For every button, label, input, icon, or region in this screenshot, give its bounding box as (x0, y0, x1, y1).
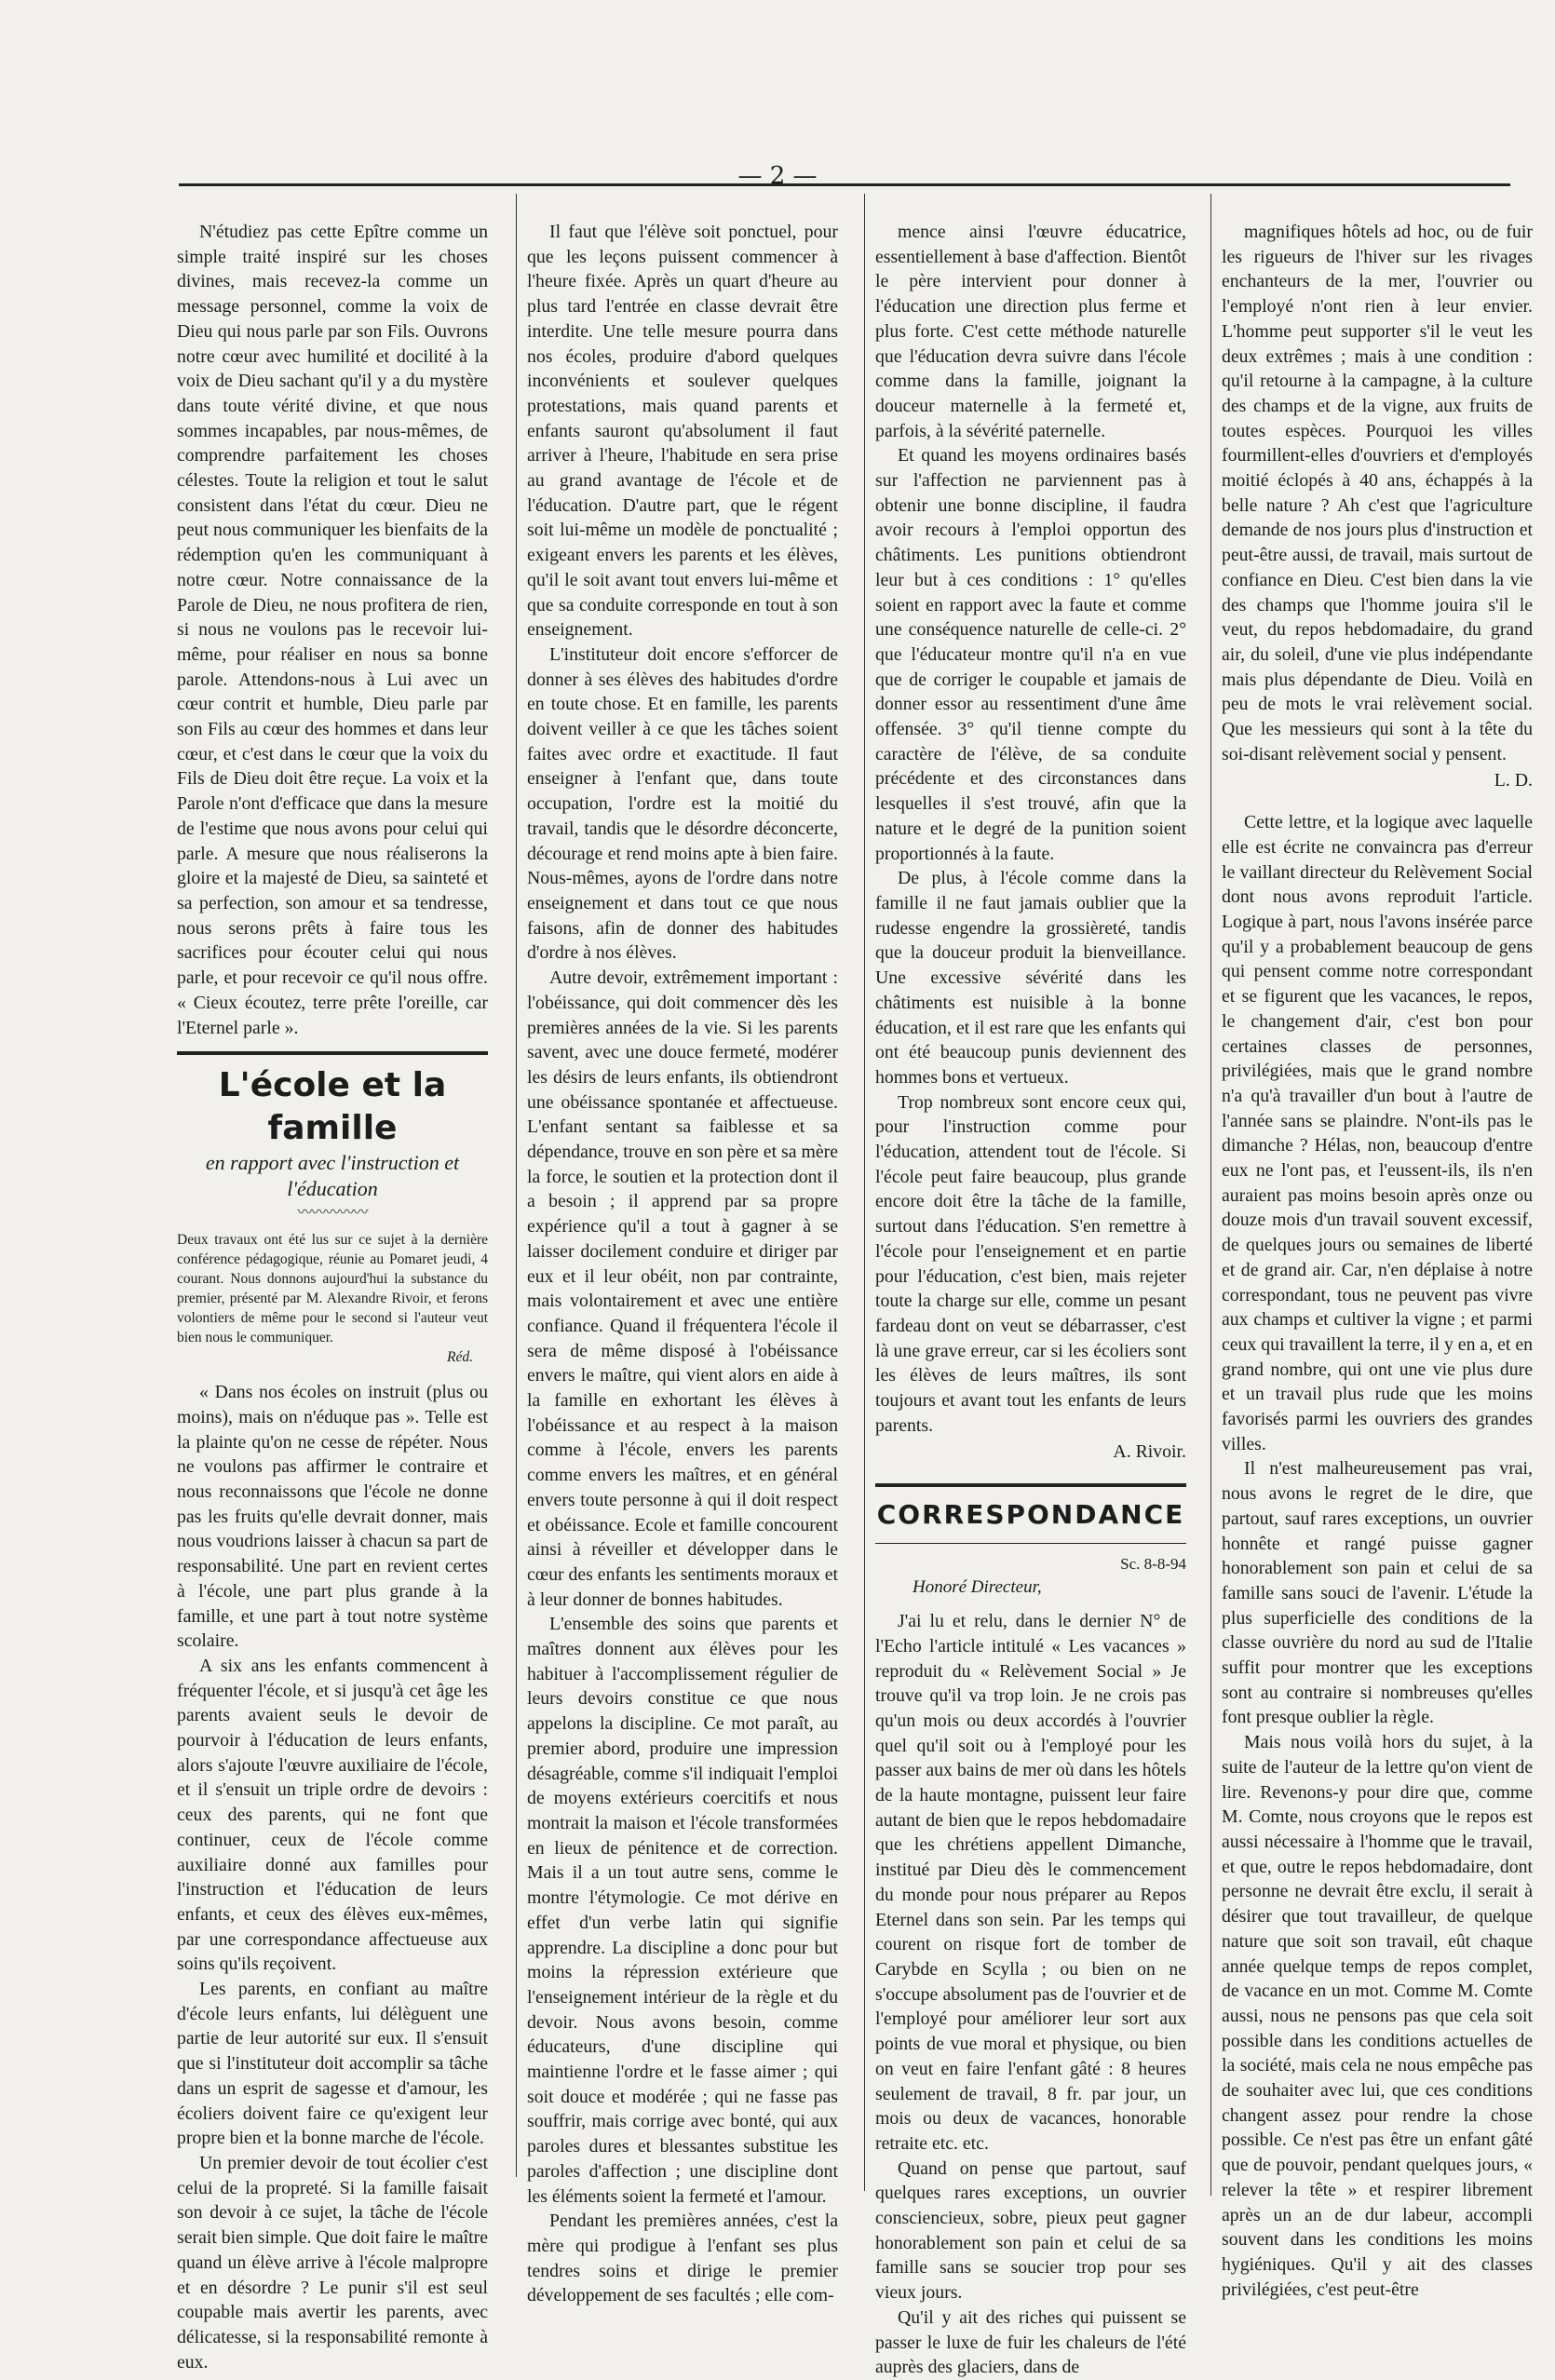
section-rule (875, 1483, 1186, 1487)
header-rule (179, 183, 1510, 186)
column-divider (1210, 194, 1211, 2196)
column-divider (864, 194, 865, 2191)
spacer (1222, 793, 1533, 810)
page-number: — 2 — (737, 162, 818, 190)
correspondance-section (875, 1483, 1186, 1600)
paragraph: « Dans nos écoles on instruit (plus ou moins), mais on n'éduque pas ». Telle est la plainte qu'on ne cesse de répéter. Nous ne voulons pas affirmer le contraire et nous reconnaissons que l'école ne donne pas les fruits qu'elle devrait donner, mais nous voudrions laisser à chacun sa part de responsabilité. Une part en revient certes à l'école, une part plus grande à la famille, et une part à tout notre système scolaire. (177, 1382, 488, 1652)
editor-note (177, 1230, 488, 1367)
paragraph: L'instituteur doit encore s'efforcer de donner à ses élèves des habitudes d'ordre en toute chose. Et en famille, les parents doivent veiller à ce que les tâches soient faites avec ordre et exactitude. Il faut enseigner à l'enfant que, dans toute occupation, l'ordre est la moitié du travail, tandis que le désordre déconcerte, décourage et rend moins apte à bien faire. Nous-mêmes, ayons de l'ordre dans notre enseignement et dans tout ce que nous faisons, afin de donner des habitudes d'ordre à nos élèves. (527, 643, 838, 964)
letter-salutation: Honoré Directeur, (913, 1577, 1042, 1598)
editor-note-sign: Réd. (447, 1349, 473, 1366)
paragraph: Un premier devoir de tout écolier c'est celui de la propreté. Si la famille faisait son devoir à ce sujet, la tâche de l'école serait bien simple. Que doit faire le maître quand un élève arrive à l'école malpropre et en désordre ? Le punir s'il est seul coupable mais avertir les parents, avec délicatesse, si la responsabilité remonte à eux. (177, 2153, 488, 2373)
paragraph: mence ainsi l'œuvre éducatrice, essentiellement à base d'affection. Bientôt le père intervient pour donner à l'éducation une direction plus ferme et plus forte. C'est cette méthode naturelle que l'éducation devra suivre dans l'école comme dans la famille, joignant la douceur maternelle à la fermeté et, parfois, à la sévérité paternelle. (875, 222, 1186, 441)
column-1 (177, 220, 489, 2373)
column-divider (516, 194, 517, 2177)
ornament: 〰〰〰〰〰 (297, 1205, 368, 1222)
column-4 (1222, 220, 1533, 2300)
article-subtitle: en rapport avec l'instruction et l'éducation (205, 1151, 460, 1201)
paragraph: Qu'il y ait des riches qui puissent se passer le luxe de fuir les chaleurs de l'été auprès des glaciers, dans de (875, 2306, 1186, 2378)
paragraph: Pendant les premières années, c'est la mère qui prodigue à l'enfant ses plus tendres soins et dirige le premier développement de ses facultés ; elle com- (527, 2211, 838, 2306)
paragraph: N'étudiez pas cette Epître comme un simple traité inspiré sur les choses divines, mais recevez-la comme un message personnel, comme la voix de Dieu qui nous parle par son Fils. Ouvrons notre cœur avec humilité et docilité à la voix de Dieu sachant qu'il y a du mystère dans toute vérité divine, et que nous sommes incapables, par nous-mêmes, de comprendre parfaitement les choses célestes. Toute la religion et tout le salut consistent dans l'état du cœur. Dieu ne peut nous communiquer les bienfaits de la rédemption qu'en les communiquant à notre cœur. Notre connaissance de la Parole de Dieu, ne nous profitera de rien, si nous ne voulons pas le recevoir lui-même, pour réaliser en nous sa bonne parole. Attendons-nous à Lui avec un cœur contrit et humble, Dieu parle par son Fils au cœur des hommes et dans leur cœur, et c'est dans le cœur que la voix du Fils de Dieu doit être reçue. La voix et la Parole n'ont d'efficace que dans la mesure de l'estime que nous avons pour celui qui parle. A mesure que nous réaliserons la gloire et la majesté de Dieu, sa sainteté et sa perfection, son amour et sa tendresse, nous serons prêts à faire tous les sacrifices pour écouter celui qui nous parle, et pour recevoir ce qu'il nous offre. « Cieux écoutez, terre prête l'oreille, car l'Eternel parle ». (177, 222, 489, 1038)
paragraph: A six ans les enfants commencent à fréquenter l'école, et si jusqu'à cet âge les parents avaient seuls le devoir de pourvoir à l'éducation de leurs enfants, alors s'ajoute l'œuvre auxiliaire de l'école, et il s'ensuit un triple ordre de devoirs : ceux des parents, qui ne font que continuer, ceux de l'école comme auxiliaire donné aux familles pour l'instruction et l'éducation de leurs enfants, et ceux des élèves eux-mêmes, par une correspondance affectueuse aux soins qu'ils reçoivent. (177, 1655, 488, 1975)
column-3 (875, 220, 1187, 2378)
paragraph: L'ensemble des soins que parents et maîtres donnent aux élèves pour les habituer à l'accomplissement régulier de leurs devoirs constitue ce que nous appelons la discipline. Ce mot paraît, au premier abord, produire une impression désagréable, comme s'il indiquait l'emploi de moyens extérieurs coercitifs et nous montrait la maison et l'école transformées en lieux de pénitence et de correction. Mais il a un tout autre sens, comme le montre l'étymologie. Ce mot dérive en effet d'un verbe latin qui signifie apprendre. La discipline a donc pour but moins la répression extérieure que l'enseignement intérieur de la règle et du devoir. Nous avons besoin, comme éducateurs, d'une discipline qui maintienne l'ordre et le fasse aimer ; qui soit douce et modérée ; qui ne fasse pas souffrir, mais corrige avec bonté, qui aux paroles dures et blessantes substitue les paroles d'affection ; une discipline dont les éléments soient la fermeté et l'amour. (527, 1614, 838, 2207)
letter-signature: L. D. (1494, 770, 1533, 791)
paragraph: Il faut que l'élève soit ponctuel, pour que les leçons puissent commencer à l'heure fixée. Après un quart d'heure au plus tard l'entrée en classe devrait être interdite. Une telle mesure pourra dans nos écoles, produire d'abord quelques inconvénients et soulever quelques protestations, mais quand parents et enfants sauront qu'absolument il faut arriver à l'heure, l'habitude en sera prise au grand avantage de l'école et de l'éducation. D'autre part, que le régent soit lui-même un modèle de ponctualité ; exigeant envers les parents et les élèves, qu'il le soit avant tout envers lui-même et que sa conduite corresponde en tout à son enseignement. (527, 222, 838, 641)
paragraph: Mais nous voilà hors du sujet, à la suite de l'auteur de la lettre qu'on vient de lire. Revenons-y pour dire que, comme M. Comte, nous croyons que le repos est aussi nécessaire à l'homme que le travail, et que, outre le repos hebdomadaire, dont personne ne devrait être exclu, il serait à désirer que tout travailleur, de quelque nature que soit son travail, eût chaque année quelque temps de repos complet, de vacance en un mot. Comme M. Comte aussi, nous ne pensons pas que cela soit possible dans les conditions actuelles de la société, mais cela ne nous empêche pas de souhaiter avec lui, que ces conditions changent assez pour rendre la chose possible. Ce n'est pas être un enfant gâté que de pouvoir, pendant quelques jours, « relever la tête » et respirer librement après un an de dur labeur, accompli souvent dans les conditions les moins hygiéniques. Qu'il y ait des classes privilégiées, c'est peut-être (1222, 1732, 1533, 2300)
paragraph: magnifiques hôtels ad hoc, ou de fuir les rigueurs de l'hiver sur les rivages enchanteurs de la mer, l'ouvrier ou l'employé n'ont rien à leur envier. L'homme peut supporter s'il le veut les deux extrêmes ; mais à une condition : qu'il retourne à la campagne, à la culture des champs et de la vigne, aux fruits de toutes espèces. Pourquoi les villes fourmillent-elles d'ouvriers et d'employés moitié éclopés à 40 ans, échappés à la belle nature ? Ah c'est que l'agriculture demande de nos jours plus d'instruction et peut-être aussi, de travail, mais surtout de confiance en Dieu. C'est bien dans la vie des champs que l'homme jouira s'il le veut, du repos hebdomadaire, du grand air, du soleil, d'une vie plus indépendante mais plus dépendante de Dieu. Voilà en peu de mots le vrai relèvement social. Que les messieurs qui sont à la tête du soi-disant relèvement social y pensent. (1222, 222, 1533, 764)
paragraph: Trop nombreux sont encore ceux qui, pour l'instruction comme pour l'éducation, attendent tout de l'école. Si l'école peut faire beaucoup, plus grande encore doit être la tâche de la famille, surtout dans l'éducation. S'en remettre à l'école pour l'enseignement et en partie pour l'éducation, c'est bien, mais rejeter toute la charge sur elle, comme un pesant fardeau dont on veut se débarrasser, c'est là une grave erreur, car si les écoliers sont les élèves de leurs maîtres, ils sont toujours et avant tout les enfants de leurs parents. (875, 1091, 1186, 1436)
column-2 (527, 220, 838, 2306)
paragraph: Et quand les moyens ordinaires basés sur l'affection ne parviennent pas à obtenir une bonne discipline, il faudra avoir recours à l'emploi opportun des châtiments. Les punitions obtiendront leur but à ces conditions : 1° qu'elles soient en rapport avec la faute et comme une conséquence naturelle de celle-ci. 2° que l'éducateur montre qu'il n'a en vue que de corriger le coupable et jamais de donner essor au ressentiment d'une âme offensée. 3° qu'il tienne compte du caractère de l'élève, de sa conduite précédente et des circonstances dans lesquelles il s'est trouvé, afin que la nature et le degré de la punition soient proportionnés à la faute. (875, 445, 1186, 864)
paragraph: Quand on pense que partout, sauf quelques rares exceptions, un ouvrier consciencieux, sobre, pieux peut gagner honorablement son pain et celui de sa famille sans se soucier trop pour ses vieux jours. (875, 2157, 1186, 2304)
article-title: L'école et la famille (218, 1066, 447, 1148)
paragraph: J'ai lu et relu, dans le dernier N° de l'Echo l'article intitulé « Les vacances » reproduit du « Relèvement Social » Je trouve qu'il va trop loin. Je ne crois pas qu'un mois ou deux accordés à l'ouvrier quel qu'il soit ou à l'employé pour les passer aux bains de mer où dans les hôtels de la haute montagne, puissent leur faire autant de bien que le repos hebdomadaire que les chrétiens appellent Dimanche, institué par Dieu dès le commencement du monde pour nous préparer au Repos Eternel dans son sein. Par les temps qui courent on risque fort de tomber de Carybde en Scylla ; ou bien on ne s'occupe absolument pas de l'ouvrier et de l'employé pour améliorer leur sort aux points de vue moral et physique, ou bien on veut en faire l'enfant gâté : 8 heures seulement de travail, 8 fr. par jour, un mois ou deux de vacances, honorable retraite etc. etc. (875, 1611, 1187, 2154)
paragraph: Cette lettre, et la logique avec laquelle elle est écrite ne convaincra pas d'erreur le vaillant directeur du Relèvement Social dont nous avons reproduit l'article. Logique à part, nous l'avons insérée parce qu'il y a probablement beaucoup de gens qui pensent comme notre correspondant et se figurent que les vacances, le repos, le changement d'air, c'est bon pour certaines classes de personnes, privilégiées, mais que le grand nombre n'a qu'à travailler d'un bout à l'autre de l'année sans se plaindre. N'ont-ils pas le dimanche ? Hélas, non, beaucoup d'entre eux ne l'ont pas, et l'eussent-ils, ils n'en auraient pas moins besoin après onze ou douze mois d'un travail souvent excessif, de quelques jours ou semaines de liberté et de grand air. Car, n'en déplaise à notre correspondant, tous ne peuvent pas vivre aux champs et cultiver la vigne ; et parmi ceux qui travaillent la terre, il y en a, et en grand nombre, qui ont une vie plus dure et un travail plus rude que les moins favorisés parmi les ouvriers des grandes villes. (1222, 812, 1533, 1454)
paragraph: Les parents, en confiant au maître d'école leurs enfants, lui délèguent une partie de leur autorité sur eux. Il s'ensuit que si l'instituteur doit accomplir sa tâche dans un esprit de sagesse et d'amour, les écoliers doivent faire ce qu'exigent leur propre bien et la bonne marche de l'école. (177, 1979, 488, 2149)
section-rule (875, 1543, 1186, 1544)
letter-date: Sc. 8-8-94 (1120, 1555, 1186, 1574)
paragraph: De plus, à l'école comme dans la famille il ne faut jamais oublier que la rudesse engendre la grossièreté, tandis que la douceur produit la bienveillance. Une excessive sévérité dans les châtiments est nuisible à la bonne éducation, et il est rare que les enfants qui ont été beaucoup punis deviennent des hommes bons et vertueux. (875, 868, 1186, 1088)
paragraph: Il n'est malheureusement pas vrai, nous avons le regret de le dire, que partout, sauf rares exceptions, un ouvrier honnête et rangé puisse gagner honorablement son pain et celui de sa famille sans souci de l'avenir. L'étude la plus superficielle des conditions de la classe ouvrière du nord au sud de l'Italie suffit pour montrer que les exceptions sont au contraire si nombreuses qu'elles font presque oublier la règle. (1222, 1458, 1533, 1728)
editor-note-text: Deux travaux ont été lus sur ce sujet à la dernière conférence pédagogique, réunie au Pomaret jeudi, 4 courant. Nous donnons aujourd'hui la substance du premier, présenté par M. Alexandre Rivoir, et ferons volontiers de même pour le second si l'auteur veut bien nous le communiquer. (177, 1232, 488, 1346)
section-rule (177, 1051, 488, 1055)
paragraph: Autre devoir, extrêmement important : l'obéissance, qui doit commencer dès les premières années de la vie. Si les parents savent, avec une douce fermeté, modérer les désirs de leurs enfants, ils obtiendront une obéissance spontanée et affectueuse. L'enfant sentant sa faiblesse et sa dépendance, trouve en son père et sa mère la force, le soutien et la protection dont il a besoin ; il apprend par sa propre expérience qu'il a tout à gagner à se laisser docilement conduire et diriger par eux et il leur obéit, non par contrainte, mais volontairement et avec une entière confiance. Quand il fréquentera l'école il sera de même disposé à l'obéissance envers le maître, qui vient alors en aide à la famille en exhortant les élèves à l'obéissance et au respect à la maison comme à l'école, envers les parents comme envers les maîtres, et en général envers toute personne à qui il doit respect et obéissance. Ecole et famille concourent ainsi à réveiller et développer dans le cœur des enfants les sentiments moraux et à leur donner de bonnes habitudes. (527, 967, 838, 1610)
section-title: CORRESPONDANCE (876, 1499, 1185, 1531)
author-signature: A. Rivoir. (1113, 1441, 1186, 1463)
